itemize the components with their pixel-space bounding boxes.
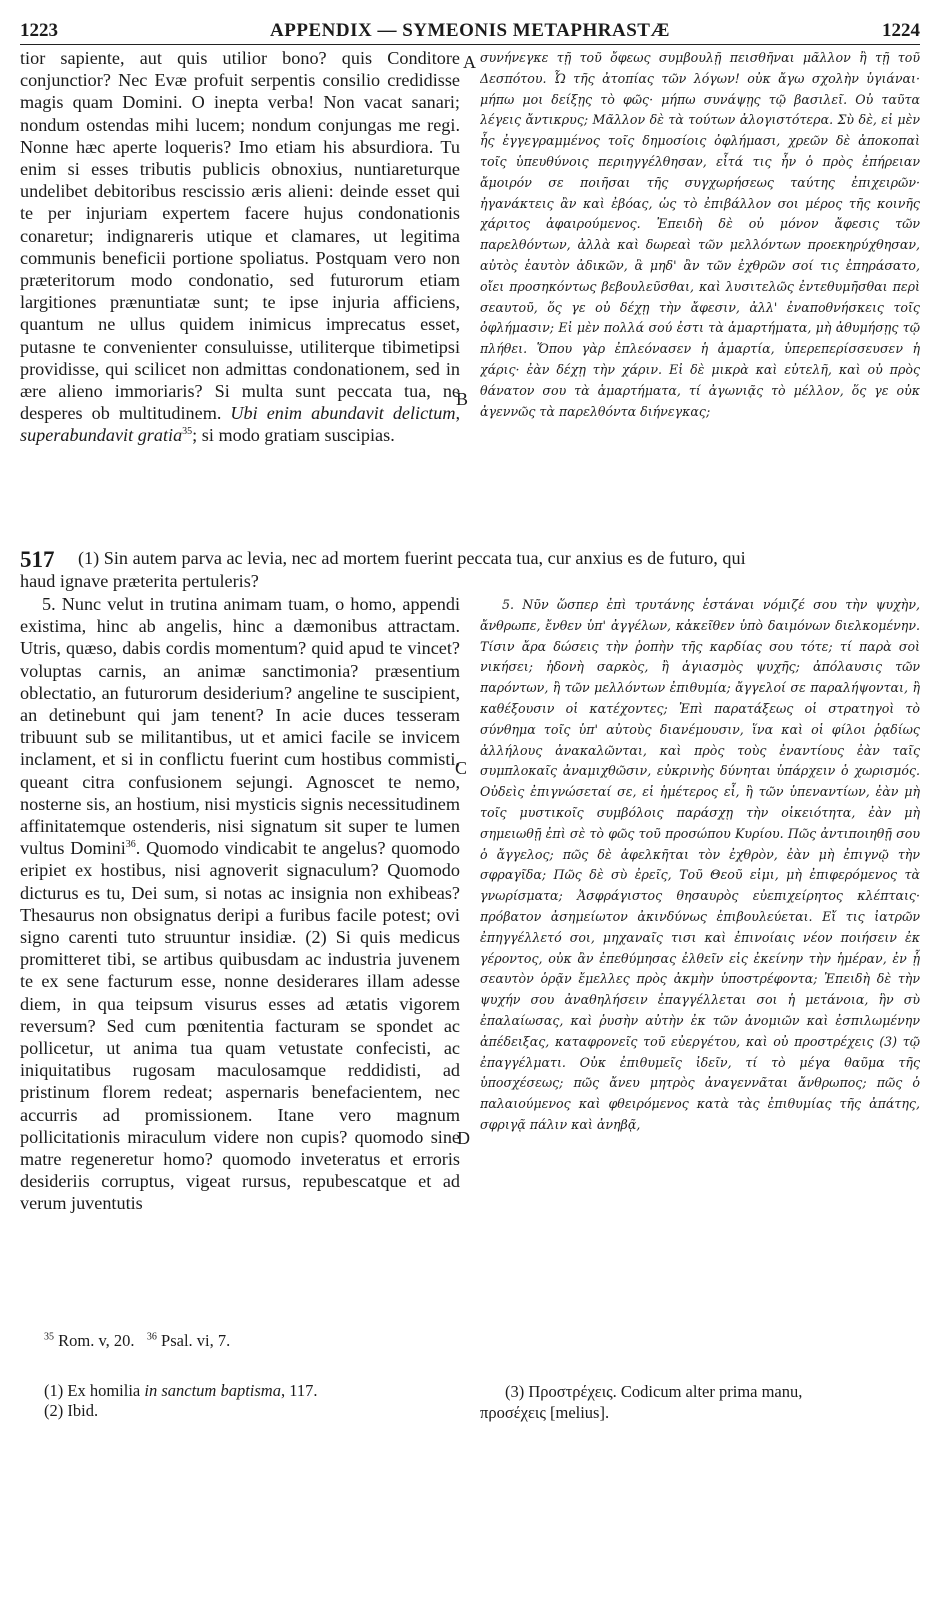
latin-paragraph-5: 5. Nunc velut in trutina animam tuam, o homo, appendi existima, hinc ab angelis, hinc a dæmonibus attractam. Utris, quæso, dabis cordis momentum? quid apud te vincet? voluptas carnis, an animæ sanctimonia? præsentium oblectatio, an futurorum desiderium? angeline te suscipient, an detinebunt qui jam tenent? In acie duces tesseram tribuunt sub se militantibus, ut et amici facile se invicem inclament, et si in conflictu fuerint cum hostibus commisti, queant citra confusionem sejungi. Agnoscet te nemo, nosterne sis, an hostium, nisi mysticis signis necessitudinem affinitatemque ostenderis, nisi signatum sit super te lumen vultus Domini$^{36}$. Quomodo vindicabit te angelus? quomodo eripiet ex hostibus, nisi agnoverit signaculum? Quomodo dicturus es tu, Dei sum, si notas ac insignia non exhibeas? Thesaurus non obsignatus deripi a furibus facile potest; ovi signo carenti tuto struuntur insidiæ. (2) Si quis medicus promitteret tibi, se artibus quibusdam ac industria juvenem te ex sene facturum esse, nonne desiderares illam adesse diem, in qua teipsum visurus esses ad ætatis vigorem reversum? Sed cum pœnitentia facturam se spondet ac pollicetur, ut anima tua quam vetustate confecisti, ac iniquitatibus rugosam maculosamque reddidisti, ad pristinum florem redeat; aspernaris benefacientem, nec accurris ad promissionem. Itane vero magnum pollicitationis miraculum videre non cupis? quomodo sine matre regeneretur homo? quomodo inveteratus et erroris desideriis corruptus, vigeat rursus, repubescatque et ad verum juventutis [20,594,460,1214]
margin-marker-d: D [457,1128,470,1148]
footnote-1: (1) Ex homilia in sanctum baptisma, 117. [44,1381,318,1400]
margin-marker-c: C [455,758,468,778]
scripture-note-36: Psal. vi, 7. [161,1331,231,1350]
greek-column-top [480,48,920,544]
greek-paragraph-5: 5. Νῦν ὥσπερ ἐπὶ τρυτάνης ἑστάναι νόμιζέ σου τὴν ψυχὴν, ἄνθρωπε, ἔνθεν ὑπ' ἀγγέλων, κἀκεῖθεν ὑπὸ δαιμόνων διελκομένην. Τίσιν ἄρα δώσεις τὴν ῥοπὴν τῆς καρδίας σου τότε; τί παρὰ σοὶ νικήσει; ἡδονὴ σαρκὸς, ἢ ἁγιασμὸς ψυχῆς; ἀπόλαυσις τῶν παρόντων, ἢ τῶν μελλόντων ἐπιθυμία; ἄγγελοί σε παραλήψονται, ἢ καθέξουσιν οἱ κατέχοντες; Ἐπὶ παρατάξεως οἱ στρατηγοὶ τὸ σύνθημα τοῖς ὑπ' αὐτοὺς διανέμουσιν, ἵνα καὶ οἱ φίλοι ῥᾳδίως ἀλλήλους ἀνακαλῶνται, καὶ πρὸς τοὺς ἐναντίους ἐὰν ταῖς συμπλοκαῖς ἀναμιχθῶσιν, εὐκρινὴς δύνηται ὑπάρχειν ὁ χωρισμός. Οὐδεὶς ἐπιγνώσεταί σε, εἰ ἡμέτερος εἶ, ἢ τῶν ὑπεναντίων, ἐὰν μὴ τοῖς μυστικοῖς συμβόλοις παράσχῃ τὴν οἰκειότητα, ἐὰν μὴ σημειωθῇ ἐπὶ σὲ τὸ φῶς τοῦ προσώπου Κυρίου. Πῶς ἀντιποιηθῇ σου ὁ ἄγγελος; πῶς δὲ ἀφελκῆται τὸν ἐχθρὸν, ἐὰν μὴ ἐπιγνῷ τὴν σφραγῖδα; Πῶς δὲ σὺ ἐρεῖς, Τοῦ Θεοῦ εἰμι, μὴ ἐπιφερόμενος τὰ γνωρίσματα; Ἀσφράγιστος θησαυρὸς εὐεπιχείρητος κλέπταις· πρόβατον ἀσημείωτον ἀκινδύνως ἐπιβουλεύεται. Εἴ τις ἰατρῶν ἐπηγγέλλετό σοι, μηχαναῖς τισι καὶ ἐπινοίαις νέον ποιήσειν ἐκ γέροντος, οὐκ ἂν ἐπεθύμησας ἐλθεῖν εἰς ἐκείνην τὴν ἡμέραν, ἐν ᾗ σεαυτὸν ὁρᾷν ἔμελλες πρὸς ἀκμὴν ὑποστρέφοντα; Ἐπειδὴ δὲ τὴν ψυχήν σου ἀναθηλήσειν ἐπαγγέλλεται σοι ἡ μετάνοια, ἣν σὺ ἐπαλαίωσας, καὶ ῥυσὴν αὐτὴν ἐκ τῶν ἀνομιῶν καὶ ἐσπιλωμένην ἀπέδειξας, καταφρονεῖς τοῦ εὐεργέτου, καὶ οὐ προστρέχεις (3) τῷ ἐπαγγέλματι. Οὐκ ἐπιθυμεῖς ἰδεῖν, τί τὸ μέγα θαῦμα τῆς ὑποσχέσεως; πῶς ἄνευ μητρὸς ἀναγεννᾶται ἄνθρωπος; πῶς ὁ παλαιούμενος καὶ φθειρόμενος κατὰ τὰς ἐπιθυμίας τῆς ἀπάτης, σφριγᾷ πάλιν καὶ ἀνηβᾷ, [480,597,920,1132]
greek-paragraph-top: συνήνεγκε τῇ τοῦ ὄφεως συμβουλῇ πεισθῆναι μᾶλλον ἢ τῇ τοῦ Δεσπότου. Ὦ τῆς ἀτοπίας τῶν λόγων! οὐκ ἄγω σχολὴν ὑγιάναι· μήπω μοι δείξῃς τὸ φῶς· μήπω συνάψῃς τῷ βασιλεῖ. Οὐ ταῦτα λέγεις ἄντικρυς; Μᾶλλον δὲ τὰ τούτων ἀλογιστότερα. Σὺ δὲ, εἰ μὲν ἧς ἐγγεγραμμένος τοῖς δημοσίοις ὀφλήμασι, χρεῶν δὲ ἀποκοπαὶ τοῖς ὑπευθύνοις περιηγγέλθησαν, εἶτά τις ἦν ὁ πρὸς ἐπήρειαν ἄμοιρόν σε ποιῆσαι τῆς συγχωρήσεως ταύτης ἐπιχειρῶν· ἠγανάκτεις ἂν καὶ ἐβόας, ὡς τὸ ἐπιβάλλον σοι μέρος τῆς κοινῆς χάριτος ἀφαιρούμενος. Ἐπειδὴ δὲ οὐ μόνον ἄφεσις τῶν παρελθόντων, ἀλλὰ καὶ δωρεαὶ τῶν μελλόντων προεκηρύχθησαν, αὐτὸς ἑαυτὸν ἀδικῶν, ἃ μηδ' ἂν τῶν ἐχθρῶν σοί τις ἐπηράσατο, οἴει προσηκόντως βεβουλεῦσθαι, καὶ λυσιτελῶς ἐντεθυμῆσθαι περὶ σεαυτοῦ, ὅς γε οὐ δέχῃ τὴν ἄφεσιν, ἀλλ' ἐναποθνήσκεις τοῖς ὀφλήμασιν; Εἰ μὲν πολλά σού ἐστι τὰ ἁμαρτήματα, μὴ ἀθυμήσῃς τῷ πλήθει. Ὅπου γὰρ ἐπλεόνασεν ἡ ἁμαρτία, ὑπερεπερίσσευσεν ἡ χάρις· ἐὰν δέχῃ τὴν χάριν. Εἰ δὲ μικρὰ καὶ εὐτελῆ, καὶ οὐ πρὸς θάνατον σου τὰ ἁμαρτήματα, τί ἀγωνιᾷς τὸ μέλλον, ὅς γε οὐκ ἀγεννῶς τὰ παρελθόντα διήνεγκας; [480,50,920,419]
full-width-line-1: (1) Sin autem parva ac levia, nec ad mortem fuerint peccata tua, cur anxius es de futuro, qui [78,548,746,568]
footnote-3-line-1: (3) Προστρέχεις. Codicum alter prima manu, [505,1382,803,1401]
section-number: 517 [20,547,55,572]
ref-36: 36 [125,839,136,851]
margin-marker-b: B [456,389,469,409]
column-number-right: 1224 [882,20,920,41]
ref-35: 35 [182,426,193,438]
scripture-note-35: Rom. v, 20. [58,1331,135,1350]
scripture-notes: $^{35}$ Rom. v, 20. $^{36}$ Psal. vi, 7. [44,1331,231,1350]
header-rule [20,44,920,45]
column-number-left: 1223 [20,20,58,41]
latin-column-top [20,47,460,543]
footnote-3-line-2: προσέχεις [melius]. [480,1403,610,1422]
full-width-line-2: haud ignave præterita pertuleris? [20,571,259,591]
greek-column-main [480,595,920,1313]
footnote-2: (2) Ibid. [44,1401,99,1420]
running-title: APPENDIX — SYMEONIS METAPHRASTÆ [270,20,670,41]
latin-column-main [20,593,460,1313]
latin-quote: Ubi enim abundavit delictum, superabundavit gratia [20,403,460,446]
latin-paragraph-top: tior sapiente, aut quis utilior bono? quis Conditore conjunctior? Nec Evæ profuit serpentis consilio credidisse magis quam Domini. O inepta verba! Non vacat sanari; nondum ostendas mihi lucem; nondum conjungas me regi. Nonne hæc aperte loqueris? Imo etiam his absurdiora. Tu enim si esses tributis publicis obnoxius, nuntiareturque undelibet debitoribus rescissio æris alieni: deinde esset qui te per injuriam expertem facere hujus condonationis conaretur; indignareris utique et clamares, ut legitima communis beneficii portione spoliatus. Postquam vero non præteritorum modo condonatio, sed futurorum etiam largitiones prænuntiatæ sunt; te ipse injuria afficiens, quantum ne ullus quidem inimicus imprecatus esset, putasne te convenienter consuluisse, utiliterque tibimetipsi providisse, qui scilicet non admittas condonationem, sed in ære alieno immoriaris? Si multa sunt peccata tua, ne desperes ob multitudinem. Ubi enim abundavit delictum, superabundavit gratia$^{35}$; si modo gratiam suscipias. [20,48,460,446]
running-header [20,14,920,44]
margin-marker-a: A [463,52,476,72]
